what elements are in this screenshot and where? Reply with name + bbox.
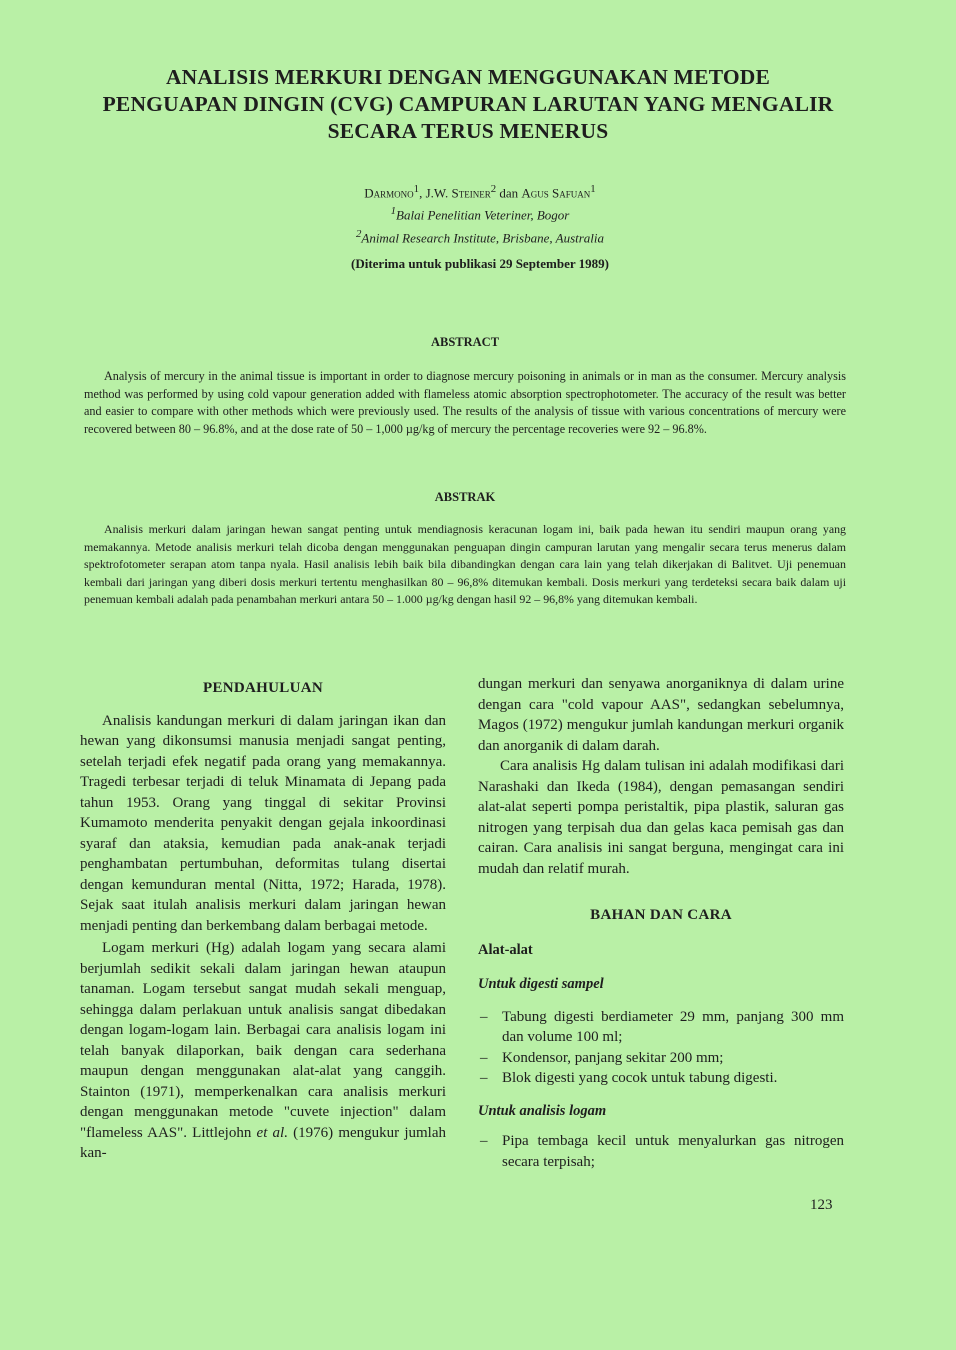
list-item	[478, 1048, 844, 1069]
section-heading-bahan-dan-cara: BAHAN DAN CARA	[590, 907, 732, 923]
subheading-digesti-sampel: Untuk digesti sampel	[478, 976, 604, 992]
list-item-text: Pipa tembaga kecil untuk menyalurkan gas nitrogen secara terpisah;	[502, 1133, 844, 1170]
affil-mark: 1	[413, 183, 420, 195]
list-item	[478, 1131, 844, 1172]
left-column	[80, 678, 446, 1164]
affil-mark: 2	[355, 227, 362, 240]
affil-mark: 2	[490, 183, 497, 195]
dash-bullet: –	[480, 1133, 488, 1149]
abstract-heading: ABSTRACT	[430, 335, 500, 349]
dash-bullet: –	[480, 1049, 488, 1066]
page-number: 123	[810, 1197, 833, 1213]
abstrak-heading: ABSTRAK	[434, 490, 496, 504]
received-date: (Diterima untuk publikasi 29 September 1989)	[351, 256, 609, 271]
et-al: et al.	[256, 1124, 288, 1141]
author-block	[230, 180, 730, 247]
list-item	[478, 1068, 844, 1089]
paragraph: Cara analisis Hg dalam tulisan ini adalah modifikasi dari Narashaki dan Ikeda (1984), dengan pemasangan sendiri alat-alat seperti pompa peristaltik, pipa plastik, saluran gas nitrogen yang terpisah dua dan gelas kaca pemisah gas dan cairan. Cara analisis ini sangat berguna, mengingat cara ini mudah dan relatif murah.	[478, 758, 844, 877]
paragraph-text: (1976) mengukur jumlah kan-	[80, 1124, 447, 1161]
abstrak-body: Analisis merkuri dalam jaringan hewan sangat penting untuk mendiagnosis keracunan logam ini, baik pada hewan itu sendiri maupun orang yang memakannya. Metode analisis merkuri telah dicoba dengan menggunakan penguapan dingin campuran larutan yang mengalir secara terus menerus dalam spektrofotometer serapan atom tanpa nyala. Hasil analisis lebih baik bila dibandingkan dengan cara lain yang telah dikerjakan di Balitvet. Uji penemuan kembali dari jaringan yang diberi dosis merkuri tertentu menghasilkan 80 – 96,8% ditemukan kembali. Dosis merkuri yang terdeteksi secara baik dalam uji penemuan kembali adalah pada penambahan merkuri antara 50 – 1.000 µg/kg dengan hasil 92 – 96,8% yang ditemukan kembali.	[84, 522, 846, 606]
subheading-analisis-logam: Untuk analisis logam	[478, 1102, 607, 1119]
paragraph: Analisis kandungan merkuri di dalam jaringan ikan dan hewan yang dikonsumsi manusia menjadi sangat penting, setelah terjadi efek negatif pada orang yang memakannya. Tragedi terbesar terjadi di teluk Minamata di Jepang pada tahun 1953. Orang yang tinggal di sekitar Provinsi Kumamoto menderita penyakit dengan gejala inkoordinasi syaraf dan ataksia, kemudian pada anak-anak terjadi penghambatan pertumbuhan, deformitas tulang disertai dengan kemunduran mental (Nitta, 1972; Harada, 1978). Sejak saat itulah analisis merkuri dalam jaringan hewan menjadi penting dan berkembang dalam berbagai metode.	[80, 712, 446, 934]
affil-mark: 1	[590, 183, 596, 195]
author-1: Darmono	[364, 185, 414, 201]
equipment-list-analysis	[478, 1131, 844, 1172]
list-item	[478, 1007, 844, 1048]
affiliation-2	[230, 225, 730, 247]
abstract-body: Analysis of mercury in the animal tissue is important in order to diagnose mercury poisoning in animals or in man as the consumer. Mercury analysis method was performed by using cold vapour generation added with flameless atomic absorption spectrophotometer. The accuracy of the result was better and easier to compare with other methods which were previously used. The results of the analysis of tissue with various concentrations of mercury were recovered between 80 – 96.8%, and at the dose rate of 50 – 1,000 µg/kg of mercury the percentage recoveries were 92 – 96.8%.	[84, 369, 846, 436]
affiliation-1	[230, 202, 730, 224]
author-2: J.W. Steiner	[425, 185, 491, 201]
list-item-text: Tabung digesti berdiameter 29 mm, panjang 300 mm dan volume 100 ml;	[502, 1008, 844, 1045]
paper-title: ANALISIS MERKURI DENGAN MENGGUNAKAN METODE PENGUAPAN DINGIN (CVG) CAMPURAN LARUTAN YANG MENGALIR SECARA TERUS MENERUS	[102, 65, 834, 143]
paragraph	[80, 938, 446, 1164]
dash-bullet: –	[480, 1008, 488, 1025]
paragraph-text: Logam merkuri (Hg) adalah logam yang secara alami berjumlah sedikit sekali dalam jaringan hewan ataupun tanaman. Logam tersebut sangat mudah sekali menguap, sehingga dalam perlakuan untuk analisis sangat dibedakan dengan logam-logam lain. Berbagai cara analisis logam ini telah banyak dilaporkan, baik dengan cara sederhana maupun dengan menggunakan alat-alat yang canggih. Stainton (1971), memperkenalkan cara analisis merkuri dengan menggunakan metode "cuvete injection" dalam "flameless AAS". Littlejohn	[80, 940, 446, 1141]
affiliation-1-text: Balai Penelitian Veteriner, Bogor	[396, 207, 570, 223]
author-3: Agus Safuan	[521, 185, 591, 201]
author-line: Darmono$^1$, J.W. Steiner$^2$ dan Agus Safuan$^1$	[364, 183, 596, 201]
subheading-alat-alat: Alat-alat	[478, 941, 533, 958]
affiliation-2-text: Animal Research Institute, Brisbane, Australia	[361, 229, 605, 245]
section-heading-pendahuluan: PENDAHULUAN	[203, 680, 323, 696]
author-conjunction: dan	[499, 185, 519, 201]
paragraph: dungan merkuri dan senyawa anorganiknya di dalam urine dengan cara "cold vapour AAS", sedangkan sebelumnya, Magos (1972) mengukur jumlah kandungan merkuri organik dan anorganik di dalam darah.	[478, 676, 844, 754]
affil-mark: 1	[390, 205, 397, 218]
equipment-list-digestion	[478, 1007, 844, 1089]
right-column	[478, 674, 844, 1172]
list-item-text: Blok digesti yang cocok untuk tabung digesti.	[502, 1070, 778, 1086]
list-item-text: Kondensor, panjang sekitar 200 mm;	[502, 1049, 724, 1066]
dash-bullet: –	[480, 1070, 488, 1086]
